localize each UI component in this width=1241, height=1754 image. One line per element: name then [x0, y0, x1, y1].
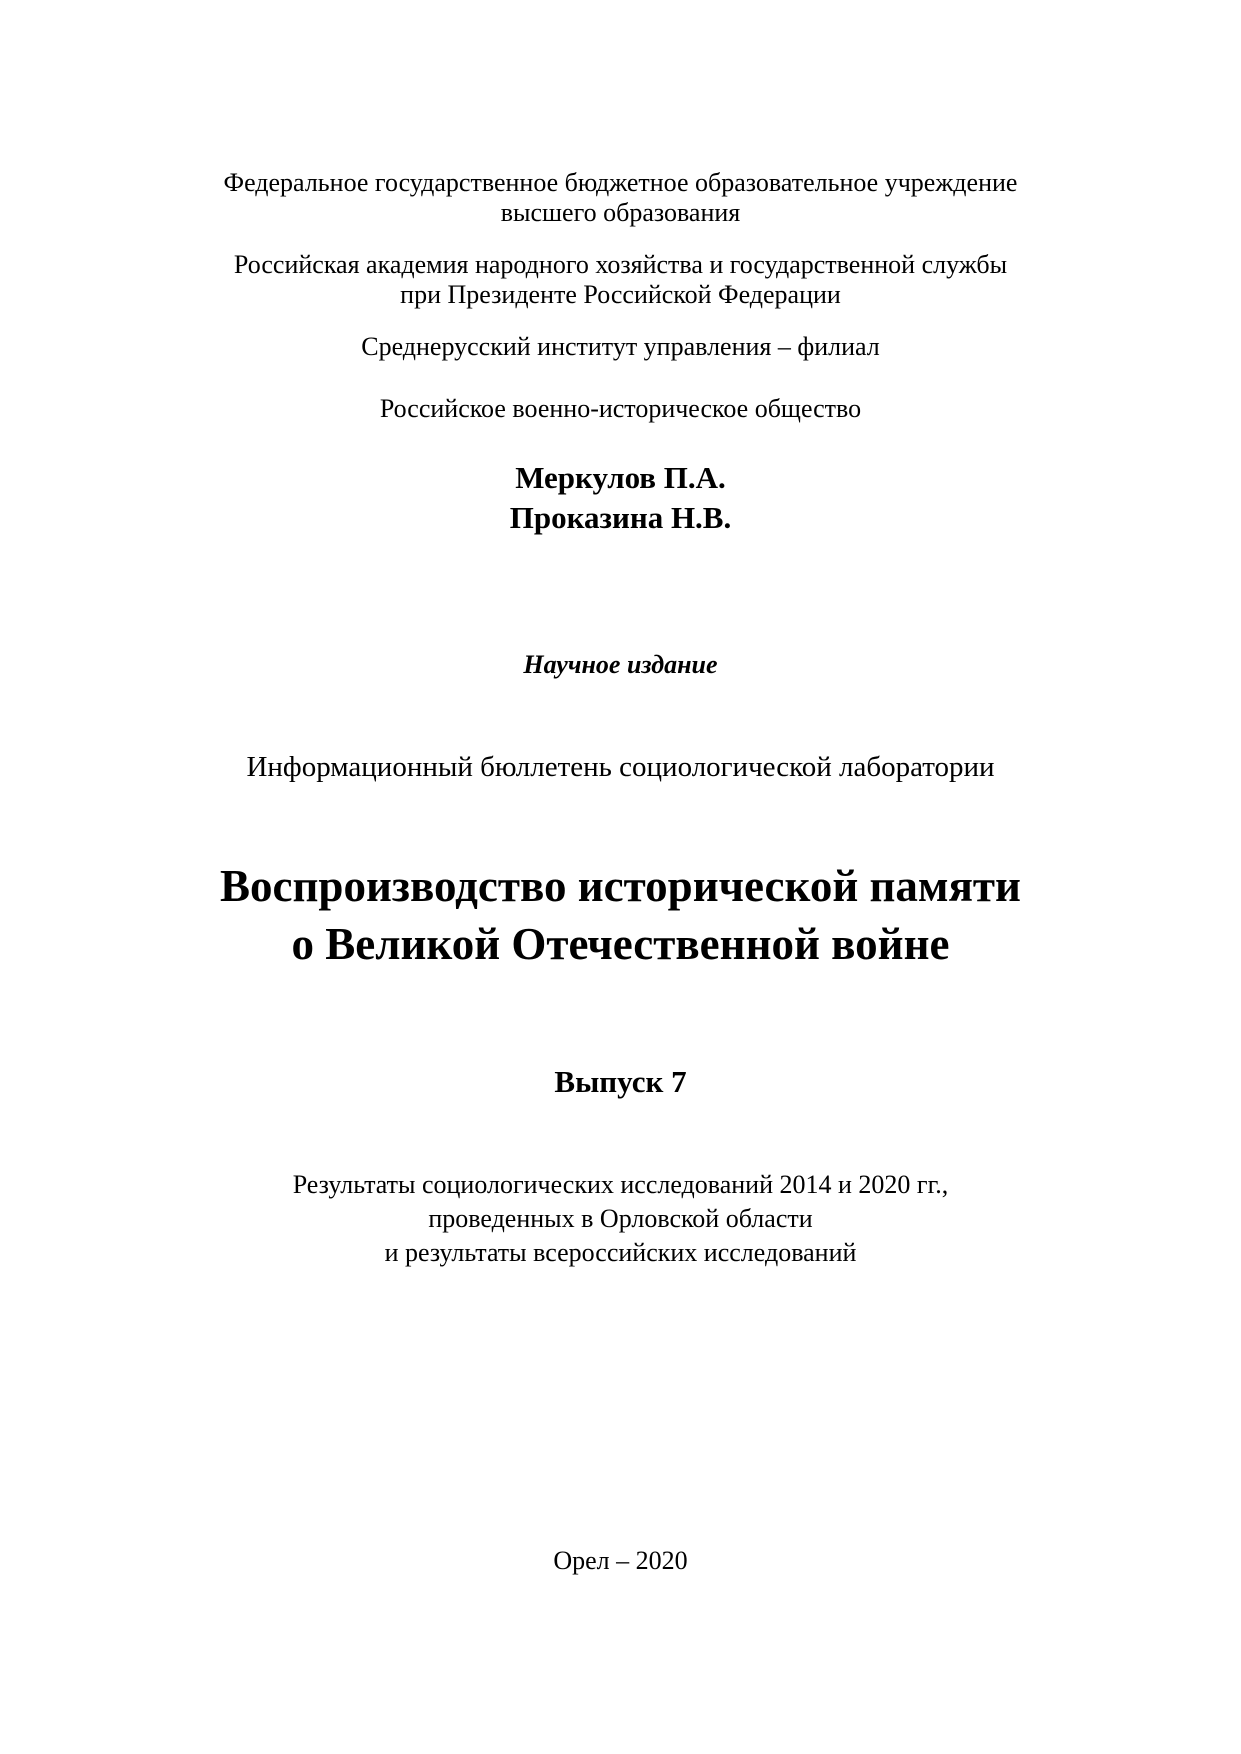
academy-line-2: при Президенте Российской Федерации [400, 280, 841, 309]
book-title-line-1: Воспроизводство исторической памяти [220, 861, 1021, 911]
institution-line-2: высшего образования [500, 198, 741, 227]
academy-line-1: Российская академия народного хозяйства и государственной службы [233, 250, 1008, 279]
book-title-line-2: о Великой Отечественной войне [291, 919, 950, 969]
issue-number: Выпуск 7 [554, 1064, 687, 1099]
institution-line-1: Федеральное государственное бюджетное образовательное учреждение [223, 168, 1018, 197]
subtitle-line-1: Результаты социологических исследований 2014 и 2020 гг., [292, 1170, 949, 1199]
subtitle-line-3: и результаты всероссийских исследований [384, 1238, 857, 1267]
author-1: Меркулов П.А. [515, 460, 726, 495]
author-2: Проказина Н.В. [509, 500, 732, 535]
society-name: Российское военно-историческое общество [379, 394, 862, 423]
edition-type: Научное издание [523, 650, 718, 679]
branch-name: Среднерусский институт управления – филиал [361, 332, 880, 361]
series-name: Информационный бюллетень социологической лаборатории [246, 751, 995, 783]
subtitle-line-2: проведенных в Орловской области [428, 1204, 813, 1233]
imprint: Орел – 2020 [553, 1546, 688, 1575]
